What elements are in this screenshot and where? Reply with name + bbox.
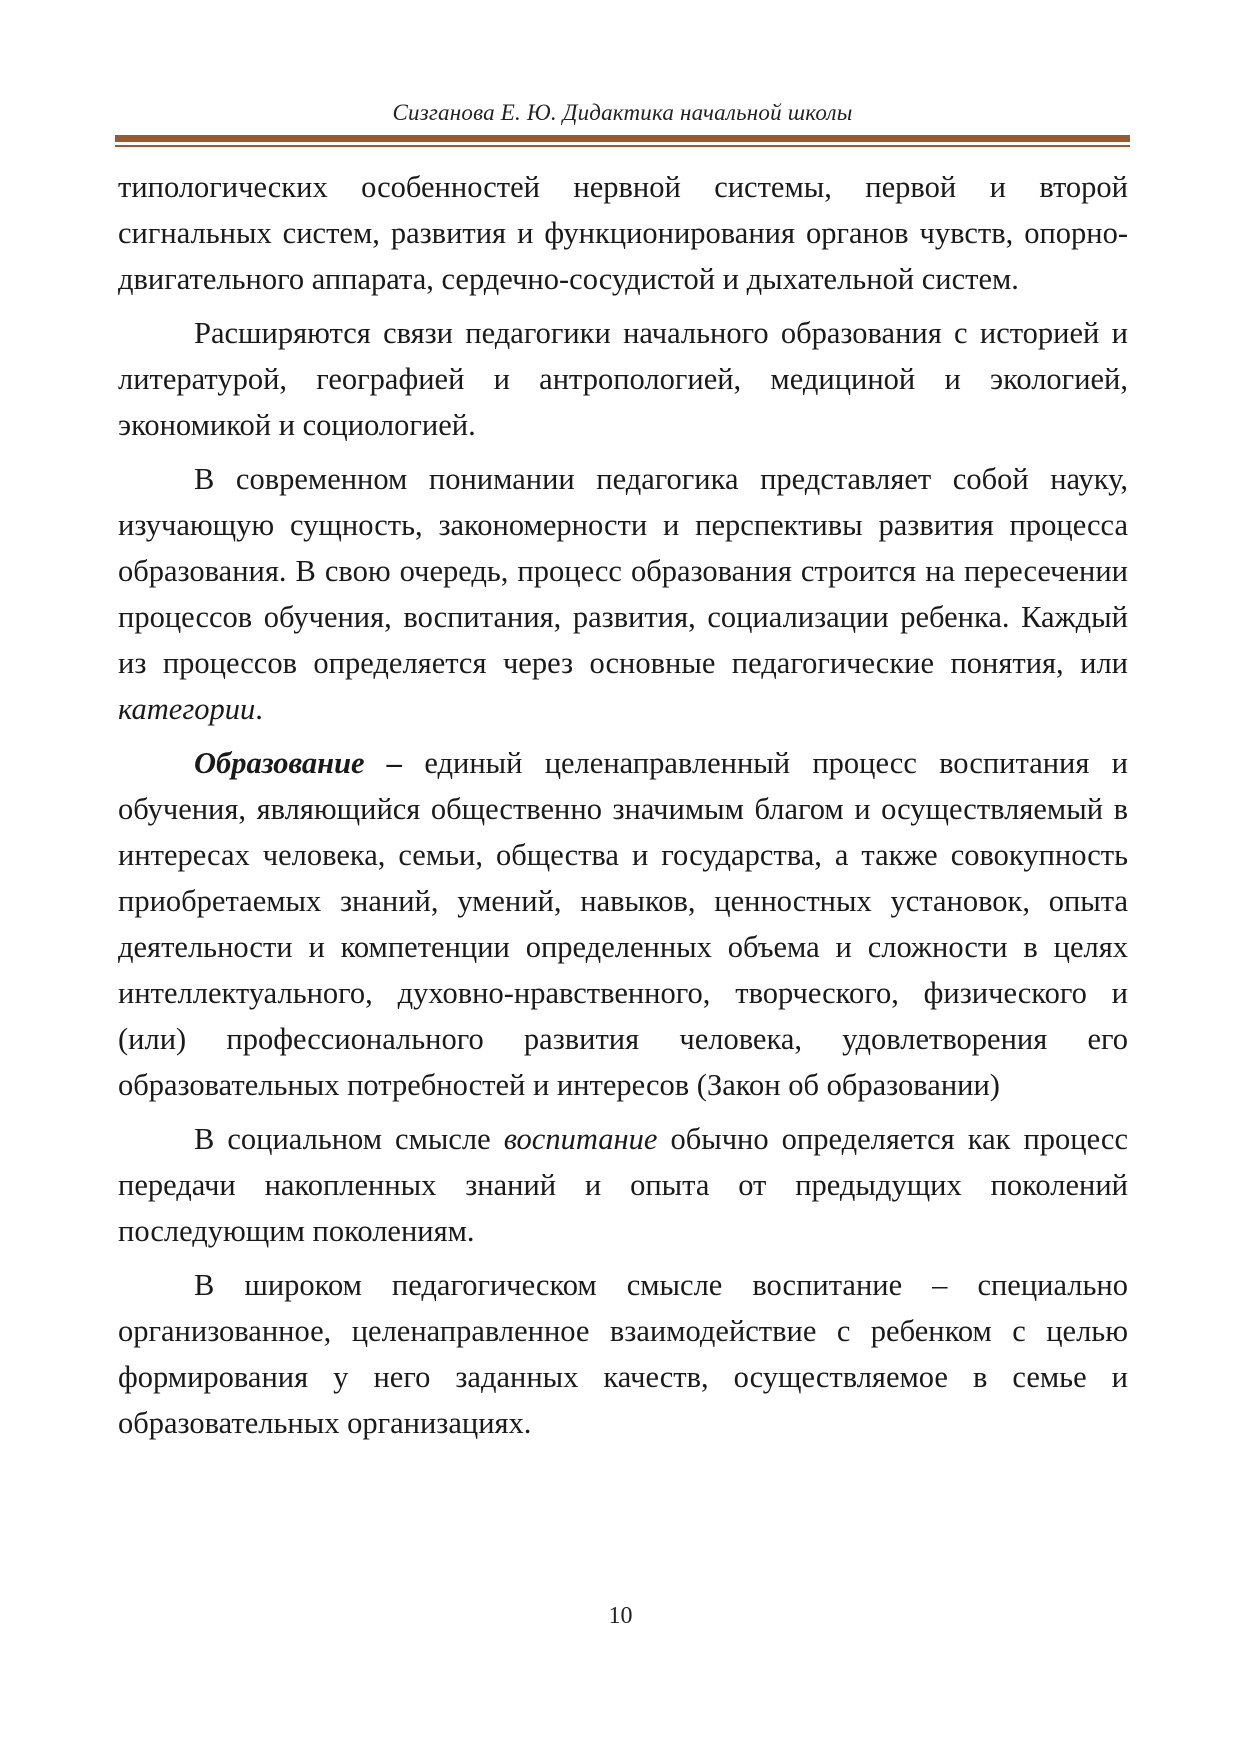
paragraph-modern-pedagogy-text: В современном понимании педагогика представляет собой науку, изучающую сущность, закономерности и перспективы развития процесса образования. В свою очередь, процесс образования строится на пересечении процессов обучения, воспитания, развития, социализации ребенка. Каждый из процессов определяется через основные педагогические понятия, или — [118, 462, 1128, 680]
header-rule-thin — [115, 145, 1130, 147]
paragraph-upbringing-social-text: обычно определяется как процесс передачи накопленных знаний и опыта от предыдущих поколений последующим поколениям. — [118, 1122, 1128, 1248]
paragraph-pedagogy-links: Расширяются связи педагогики начального образования с историей и литературой, географией и антропологией, медициной и экологией, экономикой и социологией. — [118, 316, 1128, 442]
paragraph-modern-pedagogy-end: . — [255, 692, 263, 726]
paragraph-upbringing-social-start: В социальном смысле — [194, 1122, 504, 1156]
running-header: Сизганова Е. Ю. Дидактика начальной школы — [392, 100, 853, 125]
page-number: 10 — [608, 1603, 633, 1629]
paragraph-education-definition-text: единый целенаправленный процесс воспитания и обучения, являющийся общественно значимым благом и осуществляемый в интересах человека, семьи, общества и государства, а также совокупность приобретаемых знаний, умений, навыков, ценностных установок, опыта деятельности и компетенции определенных объема и сложности в целях интеллектуального, духовно-нравственного, творческого, физического и (или) профессионального развития человека, удовлетворения его образовательных потребностей и интересов (Закон об образовании) — [118, 746, 1128, 1102]
header-rule-thick — [115, 135, 1130, 142]
term-upbringing: воспитание — [503, 1122, 658, 1156]
paragraph-upbringing-pedagogical: В широком педагогическом смысле воспитание – специально организованное, целенаправленное взаимодействие с ребенком с целью формирования у него заданных качеств, осуществляемое в семье и образовательных организациях. — [118, 1268, 1128, 1440]
term-education: Образование – — [194, 746, 403, 780]
paragraph-education-definition — [118, 740, 1128, 1108]
paragraph-continuation: типологических особенностей нервной системы, первой и второй сигнальных систем, развития и функционирования органов чувств, опорно-двигательного аппарата, сердечно-сосудистой и дыхательной систем. — [118, 170, 1128, 296]
paragraph-modern-pedagogy — [118, 456, 1128, 732]
body-text — [118, 164, 1128, 1454]
term-categories: категории — [118, 692, 256, 726]
paragraph-upbringing-social — [118, 1116, 1128, 1254]
